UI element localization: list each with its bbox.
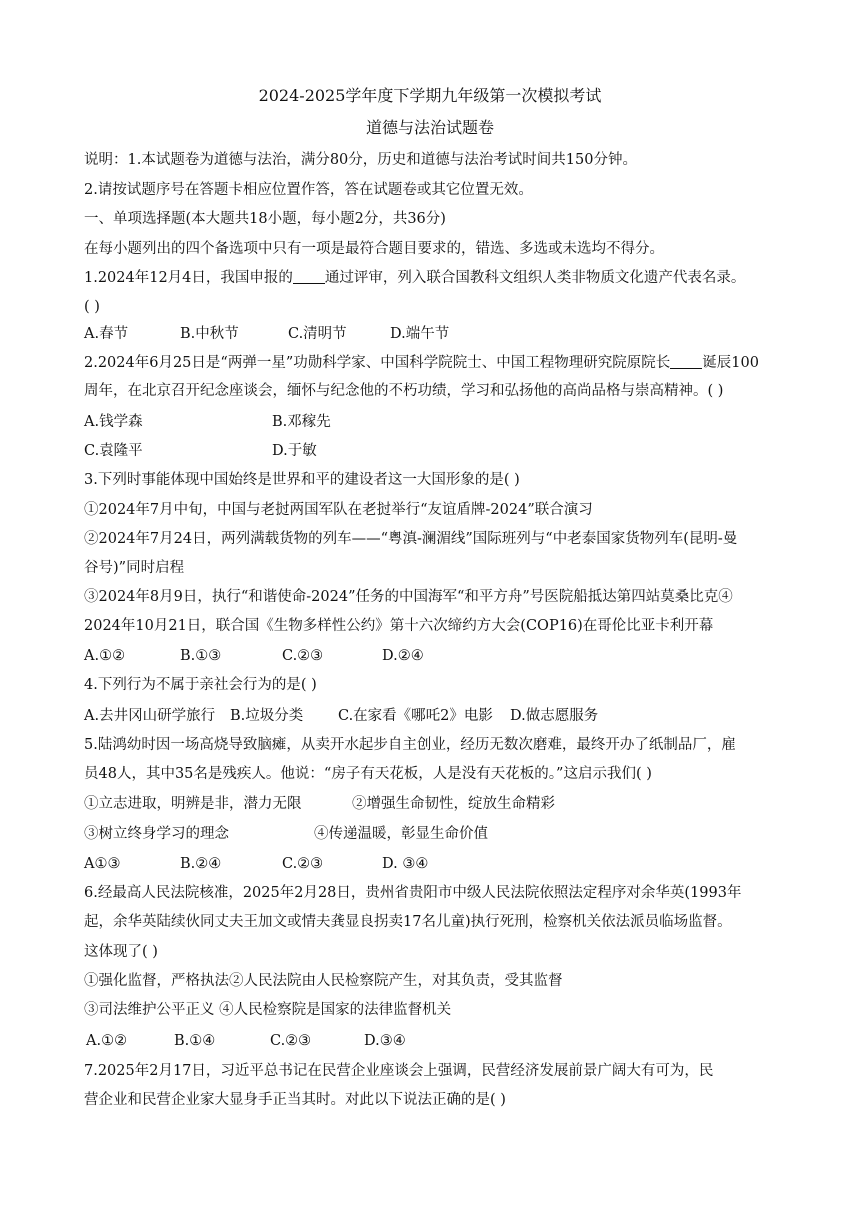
exam-subtitle: 道德与法治试题卷: [365, 118, 494, 137]
question-6-items-3-4: ③司法维护公平正义 ④人民检察院是国家的法律监督机关: [84, 1002, 452, 1018]
question-2-line-2: 周年，在北京召开纪念座谈会，缅怀与纪念他的不朽功绩，学习和弘扬他的高尚品格与崇高精神。( ): [84, 383, 724, 399]
question-5-item-1: ①立志进取，明辨是非，潜力无限: [84, 796, 302, 812]
question-1-paren: ( ): [84, 299, 100, 315]
question-6-option-a: A.①②: [86, 1033, 128, 1049]
question-2-option-a: A.钱学森: [84, 414, 143, 430]
question-3-option-d: D.②④: [382, 648, 424, 664]
question-6-line-1: 6.经最高人民法院核准，2025年2月28日，贵州省贵阳市中级人民法院依照法定程序对余华英(1993年: [84, 885, 742, 901]
question-4-option-d: D.做志愿服务: [510, 708, 599, 724]
question-3-stem: 3.下列时事能体现中国始终是世界和平的建设者这一大国形象的是( ): [84, 472, 520, 488]
question-5-option-a: A①③: [84, 856, 121, 872]
question-7-line-1: 7.2025年2月17日，习近平总书记在民营企业座谈会上强调，民营经济发展前景广阔大有可为，民: [84, 1063, 714, 1079]
question-7-line-2: 营企业和民营企业家大显身手正当其时。对此以下说法正确的是( ): [84, 1092, 506, 1108]
answer-blank: [670, 354, 702, 369]
question-3-option-a: A.①②: [84, 648, 126, 664]
note-2: 2.请按试题序号在答题卡相应位置作答，答在试题卷或其它位置无效。: [84, 182, 533, 198]
question-1-option-d: D.端午节: [390, 326, 450, 342]
question-5-item-2: ②增强生命韧性，绽放生命精彩: [352, 796, 555, 812]
question-5-line-1: 5.陆鸿幼时因一场高烧导致脑瘫，从卖开水起步自主创业，经历无数次磨难，最终开办了纸制品厂，雇: [84, 737, 736, 753]
question-1-option-c: C.清明节: [288, 326, 347, 342]
question-4-stem: 4.下列行为不属于亲社会行为的是( ): [84, 677, 317, 693]
question-2-line-1b: 诞辰100: [702, 355, 759, 371]
answer-blank: [293, 269, 325, 284]
question-6-option-c: C.②③: [270, 1033, 312, 1049]
question-5-item-4: ④传递温暖，彰显生命价值: [314, 826, 488, 842]
question-2-line-1a: 2.2024年6月25日是“两弹一星”功勋科学家、中国科学院院士、中国工程物理研究院原院长: [84, 355, 671, 371]
question-5-line-2: 员48人，其中35名是残疾人。他说：“房子有天花板，人是没有天花板的。”这启示我们( ): [84, 766, 652, 782]
question-2-option-b: B.邓稼先: [272, 414, 331, 430]
question-4-option-a: A.去井冈山研学旅行: [84, 708, 216, 724]
question-3-item-3a: ③2024年8月9日，执行“和谐使命-2024”任务的中国海军“和平方舟”号医院船抵达第四站莫桑比克④: [84, 589, 733, 605]
question-6-option-d: D.③④: [364, 1033, 406, 1049]
section-heading: 一、单项选择题(本大题共18小题，每小题2分，共36分): [84, 211, 446, 227]
question-6-items-1-2: ①强化监督，严格执法②人民法院由人民检察院产生，对其负责，受其监督: [84, 973, 563, 989]
question-3-item-2b: 谷号)”同时启程: [84, 560, 185, 576]
question-3-option-b: B.①③: [180, 648, 222, 664]
question-1-stem-b: 通过评审，列入联合国教科文组织人类非物质文化遗产代表名录。: [324, 270, 746, 286]
question-2-option-c: C.袁隆平: [84, 443, 143, 459]
question-3-item-3b: 2024年10月21日，联合国《生物多样性公约》第十六次缔约方大会(COP16)在哥伦比亚卡利开幕: [84, 618, 714, 634]
exam-title: 2024-2025学年度下学期九年级第一次模拟考试: [258, 86, 602, 105]
question-5-option-c: C.②③: [282, 856, 324, 872]
question-3-item-1: ①2024年7月中旬，中国与老挝两国军队在老挝举行“友谊盾牌-2024”联合演习: [84, 502, 593, 518]
question-5-option-d: D. ③④: [382, 856, 429, 872]
question-6-option-b: B.①④: [174, 1033, 216, 1049]
question-4-option-c: C.在家看《哪吒2》电影: [338, 708, 493, 724]
question-5-option-b: B.②④: [180, 856, 222, 872]
section-instruction: 在每小题列出的四个备选项中只有一项是最符合题目要求的，错选、多选或未选均不得分。: [84, 241, 664, 257]
question-1-stem: [84, 268, 745, 288]
question-6-line-3: 这体现了( ): [84, 944, 158, 960]
question-1-stem-a: 1.2024年12月4日，我国申报的: [84, 270, 293, 286]
question-6-line-2: 起，余华英陆续伙同丈夫王加文或情夫龚显良拐卖17名儿童)执行死刑，检察机关依法派员临场监督。: [84, 914, 732, 930]
question-2-line-1: [84, 353, 759, 373]
question-2-option-d: D.于敏: [272, 443, 317, 459]
question-4-option-b: B.垃圾分类: [230, 708, 304, 724]
question-1-option-b: B.中秋节: [180, 326, 239, 342]
note-1: 说明：1.本试题卷为道德与法治，满分80分，历史和道德与法治考试时间共150分钟。: [84, 152, 637, 168]
question-3-option-c: C.②③: [282, 648, 324, 664]
question-3-item-2a: ②2024年7月24日，两列满载货物的列车——“粤滇-澜湄线”国际班列与“中老泰国家货物列车(昆明-曼: [84, 531, 738, 547]
question-1-option-a: A.春节: [84, 326, 129, 342]
question-5-item-3: ③树立终身学习的理念: [84, 826, 229, 842]
